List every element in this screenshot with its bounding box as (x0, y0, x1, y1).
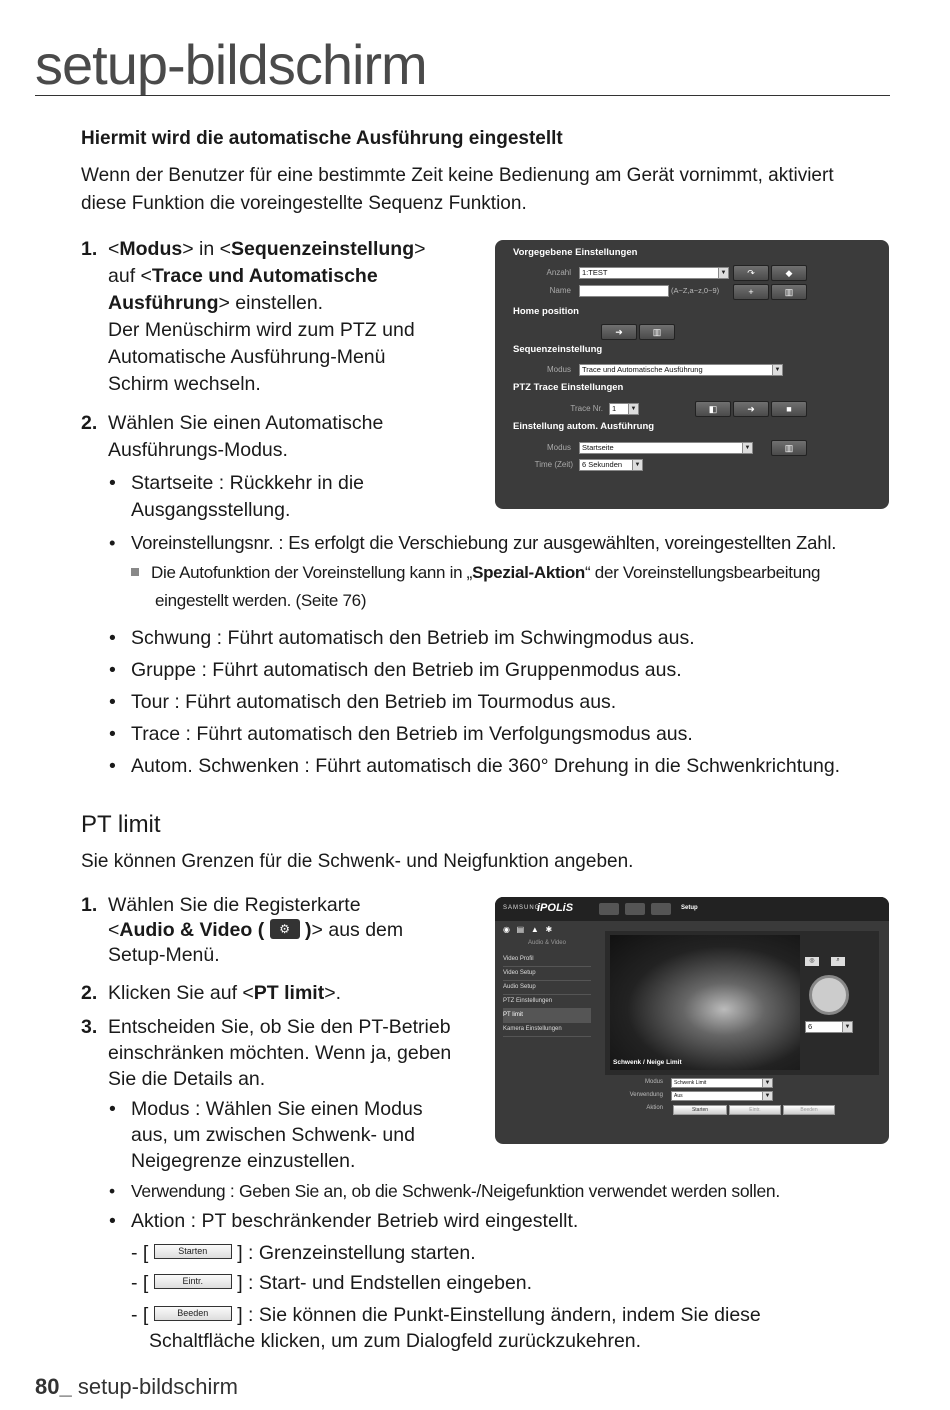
auto-mode-select[interactable]: Startseite ▼ (579, 442, 753, 454)
panel-section-preset: Vorgegebene Einstellungen (513, 247, 638, 258)
bullet-action: • Aktion : PT beschränkender Betrieb wird eingestellt. (131, 1208, 578, 1234)
chevron-down-icon: ▼ (762, 1092, 772, 1100)
trash-icon: ▥ (784, 287, 794, 297)
erase-button[interactable] (771, 265, 807, 281)
menu-item-ptz-settings[interactable]: PTZ Einstellungen (503, 995, 591, 1009)
menu-item-pt-limit[interactable]: PT limit (503, 1009, 591, 1023)
trace-record-button[interactable] (695, 401, 731, 417)
refresh-button[interactable] (733, 265, 769, 281)
start-button[interactable]: Starten (673, 1105, 727, 1115)
pt-mode-select[interactable]: Schwenk Limit ▼ (671, 1078, 773, 1088)
menu-item-camera-settings[interactable]: Kamera Einstellungen (503, 1023, 591, 1037)
mode-select[interactable]: Trace und Automatische Ausführung ▼ (579, 364, 783, 376)
footer-label: setup-bildschirm (77, 1374, 239, 1399)
panel-section-sequence: Sequenzeinstellung (513, 344, 603, 355)
intro-line-1: Wenn der Benutzer für eine bestimmte Zeit keine Bedienung am Gerät vornimmt, aktiviert (81, 165, 834, 186)
label-usage: Verwendung (629, 1092, 663, 1098)
gear-icon: ⚙ (270, 919, 300, 939)
step-1-line-3: Ausführung> einstellen. (108, 292, 324, 314)
page-number: 80_ (35, 1374, 72, 1399)
page-footer (35, 1372, 238, 1402)
bullet-mode-3: Neigegrenze einzustellen. (131, 1150, 356, 1172)
bullet-tour: • Tour : Führt automatisch den Betrieb im Tourmodus aus. (131, 689, 616, 715)
brand-name: SAMSUNG (503, 905, 541, 911)
dash-start: - [ Starten ] : Grenzeinstellung starten. (131, 1242, 476, 1264)
bullet-startseite-1: • Startseite : Rückkehr in die (131, 470, 364, 496)
delete-button[interactable] (771, 284, 807, 300)
dash-end-line-2: Schaltfläche klicken, um zum Dialogfeld zurückzukehren. (149, 1330, 642, 1352)
monitor-icon[interactable] (599, 903, 619, 915)
trace-play-button[interactable] (733, 401, 769, 417)
count-select[interactable]: 1:TEST ▼ (579, 267, 729, 279)
note-line-2: eingestellt werden. (Seite 76) (155, 591, 367, 610)
section-heading-auto-run: Hiermit wird die automatische Ausführung eingestellt (81, 128, 563, 149)
ptz-center-icon[interactable]: ◎ (805, 957, 819, 966)
bullet-preset-number: • Voreinstellungsnr. : Es erfolgt die Verschiebung zur ausgewählten, voreingestellten Zahl. (131, 530, 836, 556)
save-icon: ▥ (652, 327, 662, 337)
bullet-startseite-2: Ausgangsstellung. (131, 499, 291, 521)
ipolis-logo: iPOLiS (537, 902, 574, 914)
chevron-down-icon: ▼ (772, 365, 782, 375)
pt-step-1-line-2: <Audio & Video ( ⚙ )> aus dem (108, 919, 404, 941)
step-number: 2. (81, 982, 98, 1004)
end-button[interactable]: Beeden (783, 1105, 835, 1115)
preset-select[interactable]: 6 ▼ (805, 1021, 853, 1033)
pt-step-3-line-3: Sie die Details an. (108, 1068, 266, 1090)
bullet-auto-pan: • Autom. Schwenken : Führt automatisch die 360° Drehung in die Schwenkrichtung. (131, 753, 840, 779)
pt-step-1-line-3: Setup-Menü. (108, 944, 220, 966)
step-1-line-6: Schirm wechseln. (108, 373, 261, 395)
ptz-joystick[interactable] (809, 975, 849, 1015)
panel-section-trace: PTZ Trace Einstellungen (513, 382, 624, 393)
pt-limit-intro: Sie können Grenzen für die Schwenk- und Neigfunktion angeben. (81, 851, 634, 872)
bullet-trace: • Trace : Führt automatisch den Betrieb im Verfolgungsmodus aus. (131, 721, 693, 747)
chevron-down-icon: ▼ (628, 404, 638, 414)
label-count: Anzahl (546, 268, 571, 277)
chevron-down-icon: ▼ (718, 268, 728, 278)
bullet-usage: • Verwendung : Geben Sie an, ob die Schwenk-/Neigefunktion verwendet werden sollen. (131, 1178, 780, 1204)
arrow-right-icon: ➜ (747, 404, 755, 414)
add-button[interactable] (733, 284, 769, 300)
auto-save-button[interactable] (771, 440, 807, 456)
redo-arrow-icon: ↷ (747, 268, 755, 278)
menu-item-video-profile[interactable]: Video Profil (503, 953, 591, 967)
trace-number-select[interactable]: 1 ▼ (609, 403, 639, 415)
step-1-line-1: <Modus> in <Sequenzeinstellung> (108, 238, 426, 260)
record-icon: ◧ (708, 404, 718, 414)
note-line-1: Die Autofunktion der Voreinstellung kann in „Spezial-Aktion“ der Voreinstellungsbearbeitung (131, 559, 820, 587)
title-divider (35, 95, 890, 96)
gear-icon[interactable] (651, 903, 671, 915)
setup-tab-icons[interactable] (503, 925, 591, 939)
save-icon: ▥ (784, 443, 794, 453)
label-action: Aktion (646, 1105, 663, 1111)
step-1-line-2: auf <Trace und Automatische (108, 265, 378, 287)
page-title: setup-bildschirm (35, 33, 427, 96)
usage-select[interactable]: Aus ▼ (671, 1091, 773, 1101)
menu-item-video-setup[interactable]: Video Setup (503, 967, 591, 981)
arrow-right-icon: ➜ (615, 327, 623, 337)
label-time: Time (Zeit) (534, 460, 573, 469)
end-button-image: Beeden (154, 1306, 232, 1321)
bullet-group: • Gruppe : Führt automatisch den Betrieb im Gruppenmodus aus. (131, 657, 682, 683)
trace-stop-button[interactable] (771, 401, 807, 417)
step-number: 3. (81, 1016, 98, 1038)
panel-section-home: Home position (513, 306, 579, 317)
start-button-image: Starten (154, 1244, 232, 1259)
pt-step-1-line-1: Wählen Sie die Registerkarte (108, 894, 361, 916)
setup-topbar (495, 897, 889, 921)
step-2-line-1: Wählen Sie einen Automatische (108, 412, 384, 434)
chevron-down-icon: ▼ (842, 1022, 852, 1032)
playback-icon[interactable] (625, 903, 645, 915)
step-1-line-4: Der Menüschirm wird zum PTZ und (108, 319, 415, 341)
step-number: 2. (81, 412, 98, 434)
enter-button-image: Eintr. (154, 1274, 232, 1289)
note-square-icon (131, 568, 139, 576)
name-hint: (A~Z,a~z,0~9) (671, 286, 720, 295)
label-mode: Modus (644, 1079, 663, 1085)
plus-icon: + (748, 287, 754, 297)
home-save-button[interactable] (639, 324, 675, 340)
menu-header: Audio & Video (528, 940, 566, 946)
system-tab-icon[interactable]: ✱ (545, 925, 553, 934)
bullet-mode-2: aus, um zwischen Schwenk- und (131, 1124, 415, 1146)
chevron-down-icon: ▼ (742, 443, 752, 453)
step-number: 1. (81, 238, 98, 260)
menu-item-audio-setup[interactable]: Audio Setup (503, 981, 591, 995)
eraser-icon: ◆ (785, 268, 793, 278)
zoom-icon[interactable]: ⌕ (831, 957, 845, 966)
dash-end: - [ Beeden ] : Sie können die Punkt-Einstellung ändern, indem Sie diese (131, 1304, 761, 1326)
setup-label: Setup (681, 905, 698, 911)
section-heading-pt-limit: PT limit (81, 811, 161, 838)
home-go-button[interactable] (601, 324, 637, 340)
label-mode-2: Modus (546, 443, 571, 452)
bullet-mode-1: • Modus : Wählen Sie einen Modus (131, 1096, 423, 1122)
pt-limit-setup-panel (495, 897, 889, 1144)
bullet-swing: • Schwung : Führt automatisch den Betrieb im Schwingmodus aus. (131, 625, 695, 651)
label-trace-number: Trace Nr. (570, 404, 603, 413)
enter-button[interactable]: Eintr. (729, 1105, 781, 1115)
chevron-down-icon: ▼ (632, 460, 642, 470)
event-tab-icon[interactable]: ▲ (530, 925, 539, 934)
sequence-settings-panel (495, 240, 889, 509)
pt-step-2-line: Klicken Sie auf <PT limit>. (108, 982, 342, 1004)
pt-limit-section-title: Schwenk / Neige Limit (613, 1059, 682, 1066)
step-number: 1. (81, 894, 98, 916)
camera-video-feed (610, 935, 800, 1070)
video-tab-icon[interactable]: ◉ (503, 925, 510, 934)
time-select[interactable]: 6 Sekunden ▼ (579, 459, 643, 471)
panel-section-auto-run: Einstellung autom. Ausführung (513, 421, 655, 432)
step-2-line-2: Ausführungs-Modus. (108, 439, 288, 461)
stop-icon: ■ (786, 404, 792, 414)
step-1-line-5: Automatische Ausführung-Menü (108, 346, 386, 368)
name-input[interactable] (579, 285, 669, 297)
pt-step-3-line-1: Entscheiden Sie, ob Sie den PT-Betrieb (108, 1016, 451, 1038)
label-mode: Modus (546, 365, 571, 374)
intro-line-2: diese Funktion die voreingestellte Sequenz Funktion. (81, 193, 527, 214)
chevron-down-icon: ▼ (762, 1079, 772, 1087)
dash-enter: - [ Eintr. ] : Start- und Endstellen eingeben. (131, 1272, 533, 1294)
pt-step-3-line-2: einschränken möchten. Wenn ja, geben (108, 1042, 452, 1064)
label-name: Name (549, 286, 571, 295)
network-tab-icon[interactable]: ▤ (516, 925, 525, 934)
